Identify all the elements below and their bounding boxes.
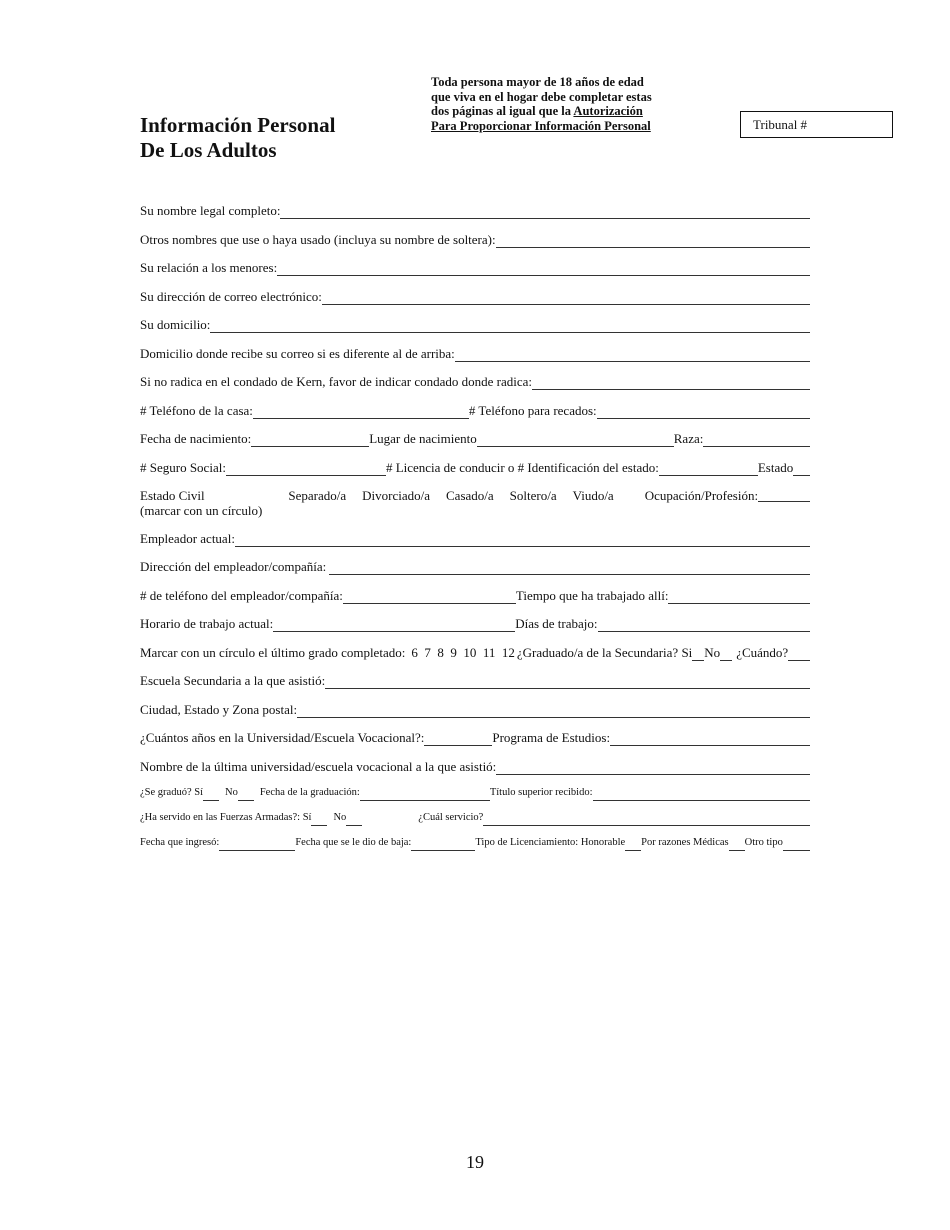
graduated-no-label: No — [225, 786, 238, 798]
military-no-field[interactable] — [346, 813, 362, 826]
discharge-row — [140, 835, 810, 851]
marital-note: (marcar con un círculo) — [140, 503, 263, 518]
notice-line-3-prefix: dos páginas al igual que la — [431, 104, 574, 119]
military-yes-field[interactable] — [311, 813, 327, 826]
graduated-no-field[interactable] — [238, 788, 254, 801]
hs-no-field[interactable] — [720, 648, 732, 661]
relation-field[interactable] — [277, 263, 810, 276]
medical-label: Por razones Médicas — [641, 836, 729, 848]
personal-info-form — [140, 203, 810, 851]
home-address-label: Su domicilio: — [140, 317, 211, 332]
hs-graduate-label: ¿Graduado/a de la Secundaria? Si — [516, 644, 693, 660]
city-state-zip-field[interactable] — [297, 705, 810, 718]
birth-place-field[interactable] — [477, 434, 674, 447]
county-label: Si no radica en el condado de Kern, favor de indicar condado donde radica: — [140, 374, 533, 389]
city-state-zip-row — [140, 702, 810, 718]
title-line-2: De Los Adultos — [140, 138, 277, 162]
ssn-row — [140, 460, 810, 476]
race-label: Raza: — [673, 431, 704, 446]
notice-line-3 — [431, 104, 671, 119]
hs-no-label: No — [704, 644, 721, 660]
legal-name-row — [140, 203, 810, 219]
home-phone-field[interactable] — [253, 406, 469, 419]
marital-option-divorced[interactable]: Divorciado/a — [362, 488, 430, 503]
employer-phone-field[interactable] — [343, 591, 516, 604]
other-names-field[interactable] — [496, 235, 810, 248]
mailing-address-label: Domicilio donde recibe su correo si es diferente al de arriba: — [140, 345, 455, 361]
birth-date-field[interactable] — [251, 434, 369, 447]
high-school-row — [140, 673, 810, 689]
which-service-field[interactable] — [483, 813, 810, 826]
employer-phone-row — [140, 588, 810, 604]
occupation-field[interactable] — [758, 488, 810, 502]
occupation-label: Ocupación/Profesión: — [644, 488, 759, 503]
email-field[interactable] — [322, 292, 810, 305]
marital-option-married[interactable]: Casado/a — [446, 488, 494, 503]
tribunal-label: Tribunal # — [753, 117, 808, 132]
title-line-1: Información Personal — [140, 113, 336, 137]
employer-address-row — [140, 559, 810, 575]
authorization-link-part-2: Para Proporcionar Información Personal — [431, 118, 651, 133]
authorization-link-part-1: Autorización — [573, 104, 643, 119]
employer-address-label: Dirección del empleador/compañía: — [140, 559, 327, 574]
email-row — [140, 289, 810, 305]
which-service-label: ¿Cuál servicio? — [418, 811, 484, 823]
hs-when-field[interactable] — [788, 648, 810, 661]
time-worked-label: Tiempo que ha trabajado allí: — [515, 587, 669, 603]
message-phone-label: # Teléfono para recados: — [468, 402, 597, 418]
entry-date-label: Fecha que ingresó: — [140, 836, 220, 848]
college-years-label: ¿Cuántos años en la Universidad/Escuela Vocacional?: — [140, 730, 425, 745]
marital-label-block — [140, 488, 262, 518]
race-field[interactable] — [703, 434, 810, 447]
college-years-field[interactable] — [424, 733, 492, 746]
notice-line-1: Toda persona mayor de 18 años de edad — [431, 75, 644, 89]
employer-address-field[interactable] — [329, 562, 810, 575]
entry-date-field[interactable] — [219, 838, 295, 851]
time-worked-field[interactable] — [668, 591, 810, 604]
graduated-label: ¿Se graduó? Sí — [140, 786, 203, 798]
birth-row — [140, 431, 810, 447]
discharge-date-label: Fecha que se le dio de baja: — [295, 836, 412, 848]
birth-date-label: Fecha de nacimiento: — [140, 431, 252, 446]
high-school-field[interactable] — [325, 676, 810, 689]
graduated-yes-field[interactable] — [203, 788, 219, 801]
ssn-label: # Seguro Social: — [140, 459, 226, 475]
education-grade-row — [140, 645, 810, 661]
home-address-field[interactable] — [210, 320, 810, 333]
grade-label: Marcar con un círculo el último grado completado: — [140, 644, 406, 660]
marital-label: Estado Civil — [140, 488, 205, 503]
city-state-zip-label: Ciudad, Estado y Zona postal: — [140, 701, 298, 717]
birth-place-label: Lugar de nacimiento — [369, 431, 477, 446]
military-row — [140, 810, 810, 826]
medical-field[interactable] — [729, 838, 745, 851]
last-college-field[interactable] — [496, 762, 810, 775]
grade-options[interactable]: 6 7 8 9 10 11 12 — [411, 644, 515, 660]
last-college-label: Nombre de la última universidad/escuela vocacional a la que asistió: — [140, 758, 497, 774]
military-label: ¿Ha servido en las Fuerzas Armadas?: Sí — [140, 811, 312, 823]
discharge-type-label: Tipo de Licenciamiento: Honorable — [475, 836, 626, 848]
other-type-field[interactable] — [783, 838, 810, 851]
honorable-field[interactable] — [625, 838, 641, 851]
mailing-address-field[interactable] — [455, 349, 810, 362]
relation-label: Su relación a los menores: — [140, 260, 278, 275]
other-names-row — [140, 232, 810, 248]
marital-status-row — [140, 488, 810, 518]
work-hours-field[interactable] — [273, 619, 515, 632]
hs-when-label: ¿Cuándo? — [736, 644, 789, 660]
ssn-field[interactable] — [226, 463, 386, 476]
marital-option-widowed[interactable]: Viudo/a — [572, 488, 614, 503]
graduation-date-field[interactable] — [360, 788, 490, 801]
last-college-row — [140, 759, 810, 775]
county-row — [140, 374, 810, 390]
relation-row — [140, 260, 810, 276]
work-hours-label: Horario de trabajo actual: — [140, 616, 274, 631]
employer-label: Empleador actual: — [140, 530, 235, 546]
employer-phone-label: # de teléfono del empleador/compañía: — [140, 587, 343, 603]
page-number: 19 — [466, 1152, 484, 1172]
graduation-date-label: Fecha de la graduación: — [259, 786, 360, 798]
other-names-label: Otros nombres que use o haya usado (incluya su nombre de soltera): — [140, 231, 496, 247]
notice-line-4 — [431, 119, 671, 134]
mailing-address-row — [140, 346, 810, 362]
state-label: Estado — [757, 459, 794, 475]
phone-row — [140, 403, 810, 419]
state-field[interactable] — [793, 463, 810, 476]
employer-row — [140, 531, 810, 547]
study-program-label: Programa de Estudios: — [492, 730, 611, 745]
graduation-row — [140, 785, 810, 801]
county-field[interactable] — [532, 377, 810, 390]
degree-field[interactable] — [593, 788, 811, 801]
work-schedule-row — [140, 616, 810, 632]
legal-name-label: Su nombre legal completo: — [140, 203, 281, 218]
other-type-label: Otro tipo — [744, 836, 783, 848]
work-days-label: Días de trabajo: — [515, 616, 598, 631]
marital-option-separated[interactable]: Separado/a — [288, 488, 347, 503]
home-address-row — [140, 317, 810, 333]
college-row — [140, 730, 810, 746]
degree-label: Título superior recibido: — [489, 786, 593, 798]
study-program-field[interactable] — [610, 733, 810, 746]
military-no-label: No — [333, 811, 347, 823]
message-phone-field[interactable] — [597, 406, 810, 419]
email-label: Su dirección de correo electrónico: — [140, 288, 322, 304]
license-label: # Licencia de conducir o # Identificación del estado: — [385, 459, 659, 475]
marital-option-single[interactable]: Soltero/a — [509, 488, 557, 503]
home-phone-label: # Teléfono de la casa: — [140, 402, 253, 418]
high-school-label: Escuela Secundaria a la que asistió: — [140, 673, 326, 688]
employer-field[interactable] — [235, 534, 810, 547]
hs-yes-field[interactable] — [692, 648, 704, 661]
form-title — [140, 113, 335, 163]
license-field[interactable] — [659, 463, 758, 476]
discharge-date-field[interactable] — [411, 838, 475, 851]
notice-line-2: que viva en el hogar debe completar estas — [431, 89, 652, 104]
work-days-field[interactable] — [598, 619, 811, 632]
legal-name-field[interactable] — [280, 206, 810, 219]
instructions-notice — [431, 75, 671, 133]
tribunal-number-box[interactable] — [740, 111, 893, 138]
